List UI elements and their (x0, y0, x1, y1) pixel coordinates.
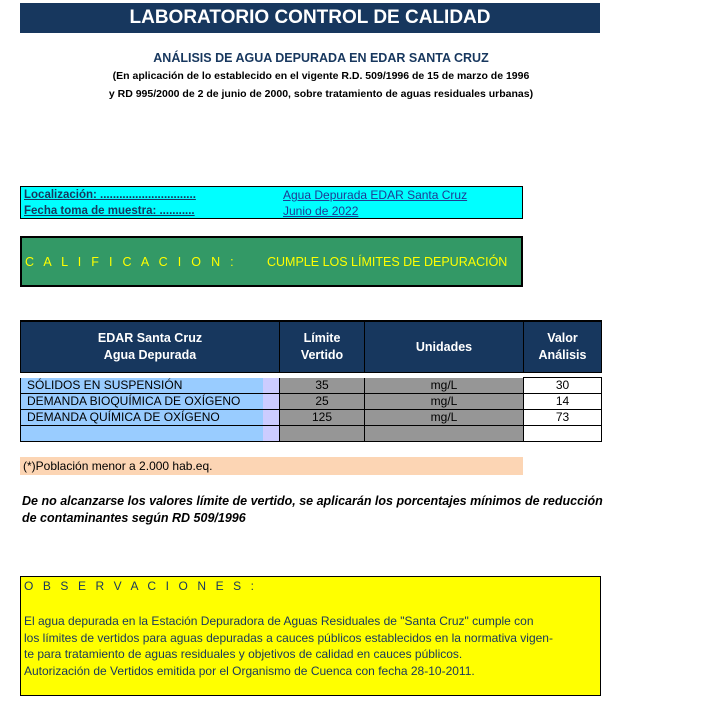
observations-title: O B S E R V A C I O N E S : (24, 579, 258, 593)
value-cell: 30 (524, 378, 602, 394)
unit-cell: mg/L (365, 410, 524, 426)
reduction-warning: De no alcanzarse los valores límite de vertido, se aplicarán los porcentajes mínimos de reducción de contaminantes según RD 509/1996 (22, 494, 603, 525)
unit-cell (365, 426, 524, 442)
sample-date-label: Fecha toma de muestra: ........... (24, 205, 195, 217)
location-value[interactable]: Agua Depurada EDAR Santa Cruz (283, 188, 468, 202)
results-table (20, 320, 602, 442)
parameter-cell: SÓLIDOS EN SUSPENSIÓN (21, 378, 280, 394)
header-units: Unidades (365, 321, 524, 373)
parameter-cell (21, 426, 280, 442)
parameter-cell: DEMANDA QUÍMICA DE OXÍGENO (21, 410, 280, 426)
header-parameter: EDAR Santa Cruz Agua Depurada (21, 321, 280, 373)
report-title: LABORATORIO CONTROL DE CALIDAD (20, 3, 600, 33)
parameter-cell: DEMANDA BIOQUÍMICA DE OXÍGENO (21, 394, 280, 410)
observations-box (20, 576, 601, 696)
table-row (21, 426, 602, 442)
unit-cell: mg/L (365, 378, 524, 394)
table-header-row (21, 321, 602, 373)
regulation-line-1: (En aplicación de lo establecido en el vigente R.D. 509/1996 de 15 de marzo de 1996 (112, 70, 530, 82)
header-limit: Límite Vertido (280, 321, 365, 373)
table-row (21, 394, 602, 410)
header-value: Valor Análisis (524, 321, 602, 373)
limit-cell: 35 (280, 378, 365, 394)
qualification-box (20, 236, 523, 287)
qualification-label: C A L I F I C A C I O N : (25, 255, 237, 269)
value-cell (524, 426, 602, 442)
location-label: Localización: .............................. (24, 189, 196, 201)
limit-cell: 125 (280, 410, 365, 426)
table-row (21, 410, 602, 426)
report-subtitle: ANÁLISIS DE AGUA DEPURADA EN EDAR SANTA CRUZ (153, 51, 489, 65)
sample-info-box (20, 186, 523, 219)
limit-cell (280, 426, 365, 442)
value-cell: 73 (524, 410, 602, 426)
regulation-line-2: y RD 995/2000 de 2 de junio de 2000, sobre tratamiento de aguas residuales urbanas) (108, 88, 534, 100)
limit-cell: 25 (280, 394, 365, 410)
value-cell: 14 (524, 394, 602, 410)
observations-text: El agua depurada en la Estación Depuradora de Aguas Residuales de "Santa Cruz" cumple con los límites de vertidos para aguas depuradas a cauces públicos establecidos en la normativa vigen- te para tratamiento de aguas residuales y objetivos de calidad en cauces públicos. Autorización de Vertidos emitida por el Organismo de Cuenca con fecha 28-10-2011. (24, 614, 553, 678)
population-note: (*)Población menor a 2.000 hab.eq. (20, 457, 523, 475)
sample-date-value[interactable]: Junio de 2022 (283, 204, 359, 218)
unit-cell: mg/L (365, 394, 524, 410)
qualification-value: CUMPLE LOS LÍMITES DE DEPURACIÓN (267, 255, 508, 269)
table-row (21, 378, 602, 394)
